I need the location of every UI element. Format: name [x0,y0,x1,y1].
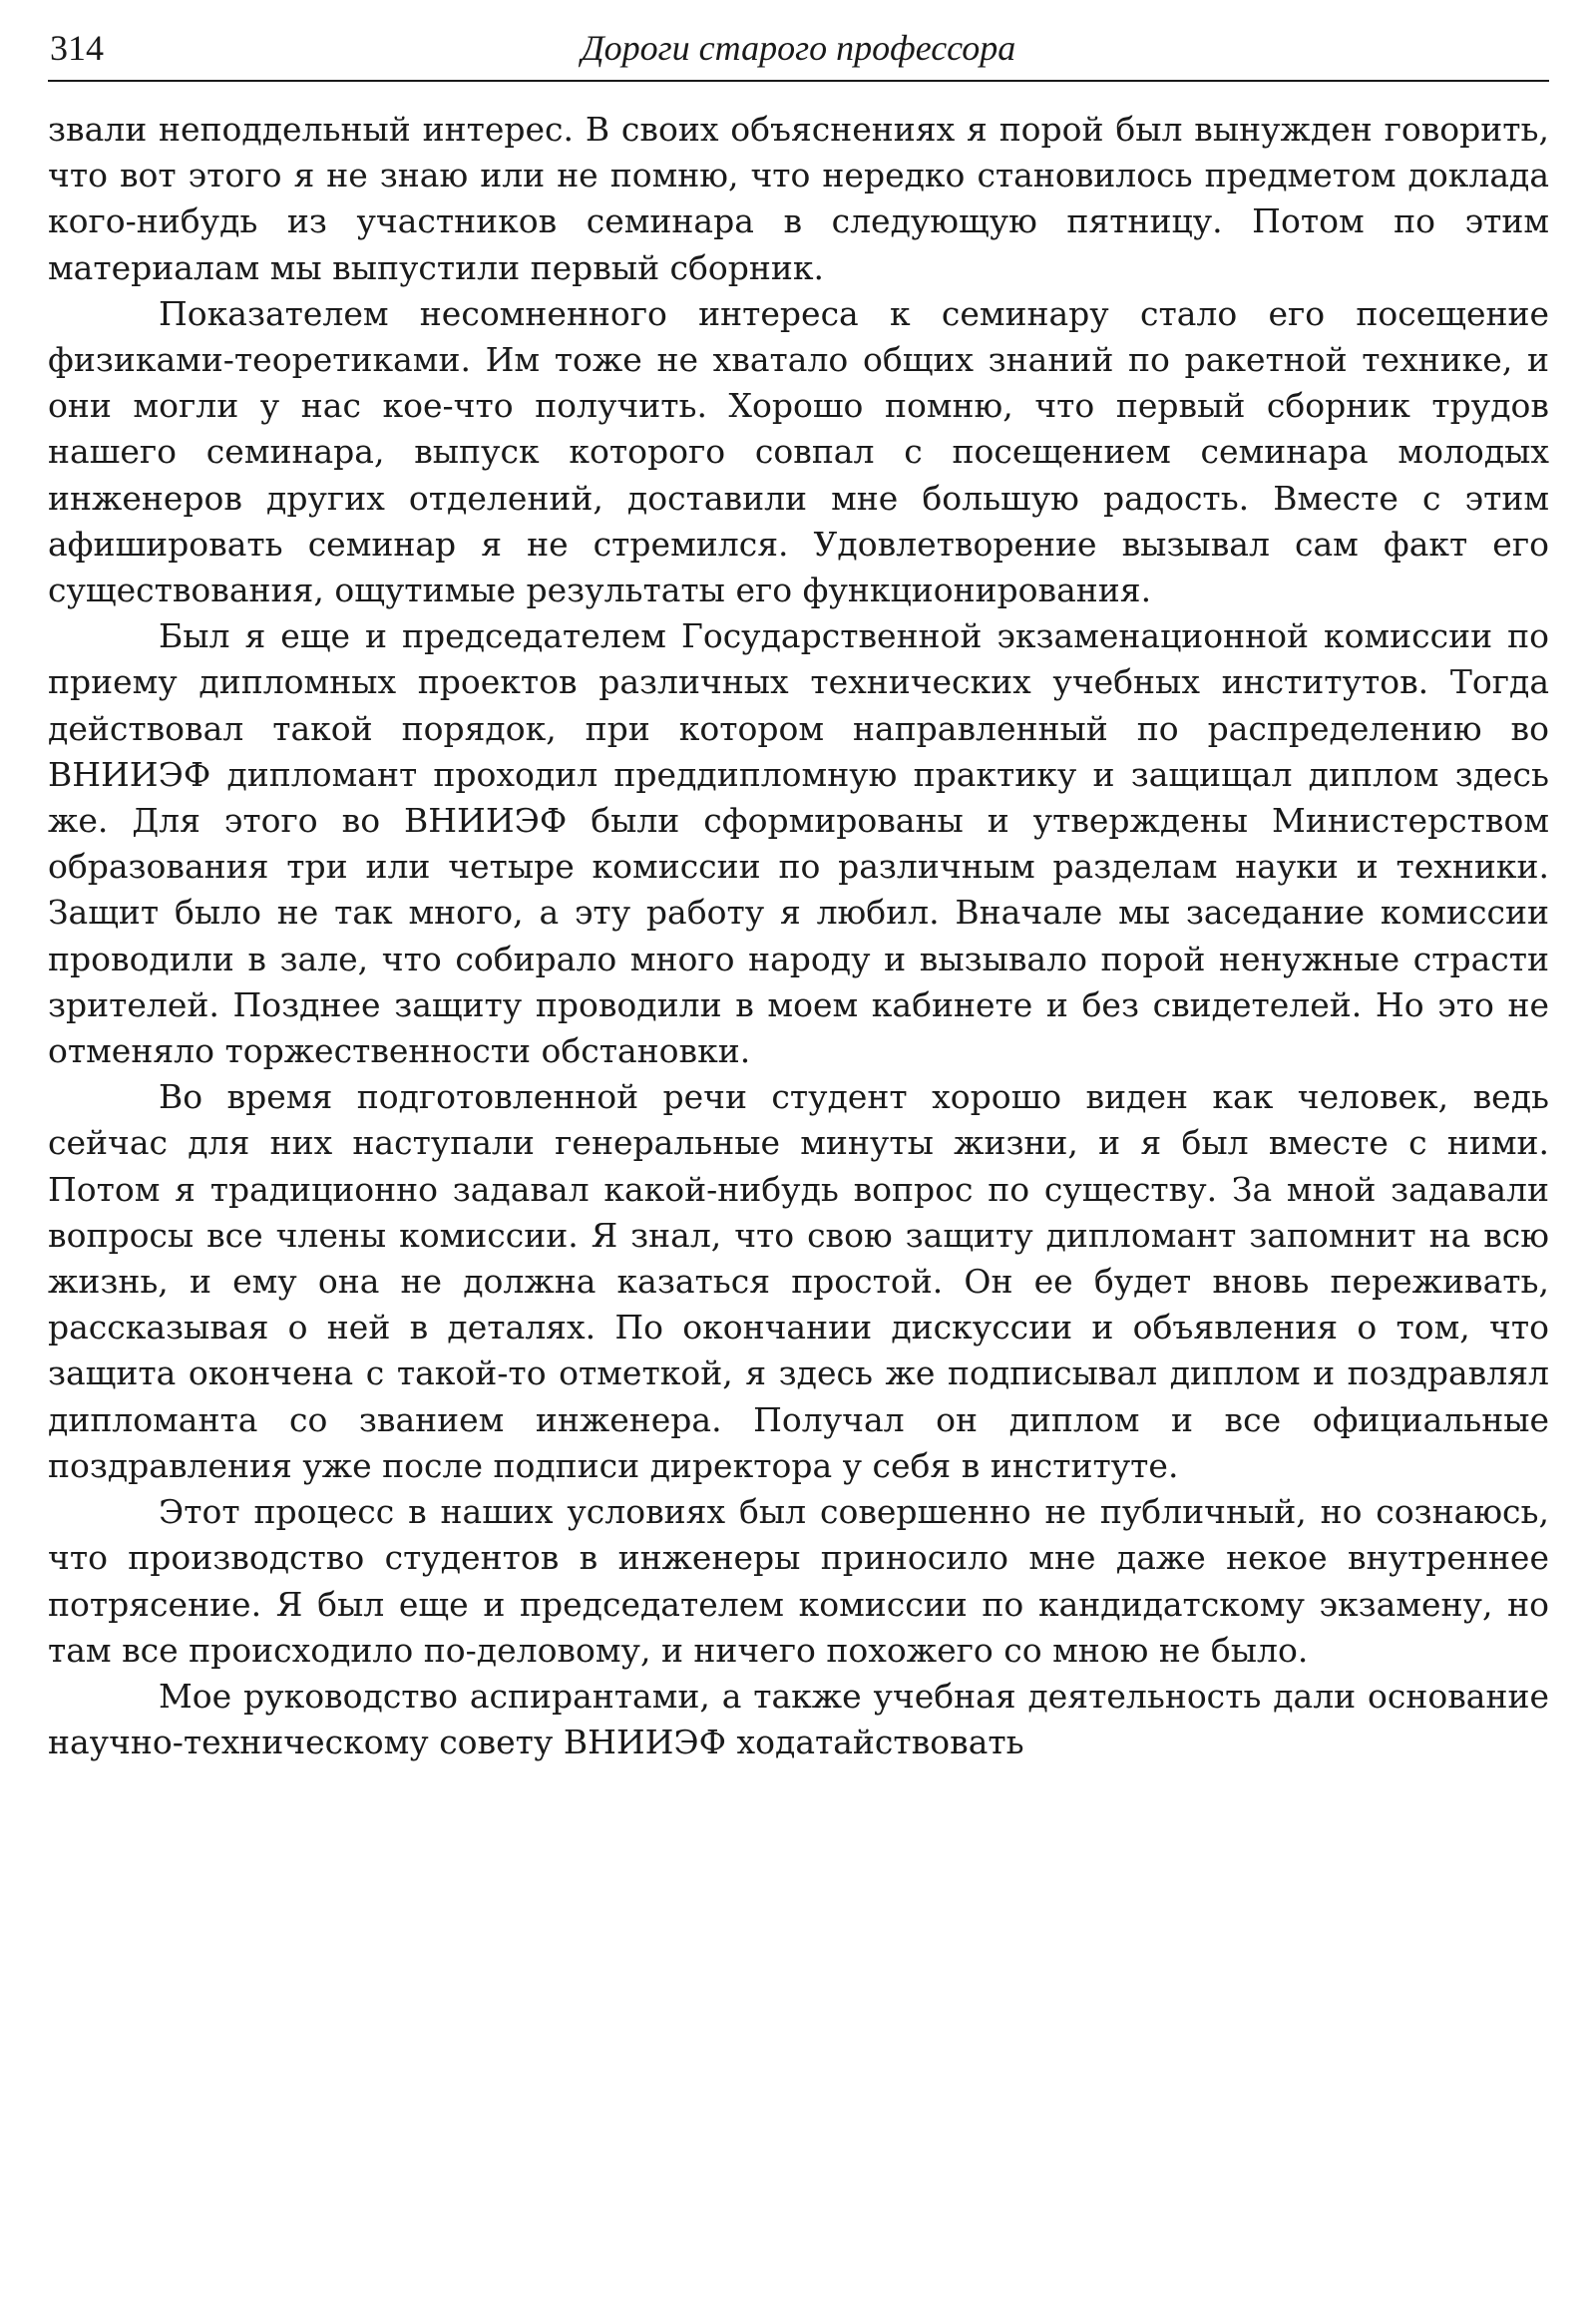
paragraph-continued: звали неподдельный интерес. В своих объяснениях я порой был вынужден говорить, что вот этого я не знаю или не помню, что нередко становилось предметом доклада кого-нибудь из участников семинара в следующую пятницу. Потом по этим материалам мы выпустили первый сборник. [48,110,1549,287]
page-number: 314 [50,28,104,68]
book-page [48,22,1549,1765]
paragraph: Был я еще и председателем Государственной экзаменационной комиссии по приему дипломных проектов различных технических учебных институтов. Тогда действовал такой порядок, при котором направленный по распределению во ВНИИЭФ дипломант проходил преддипломную практику и защищал диплом здесь же. Для этого во ВНИИЭФ были сформированы и утверждены Министерством образования три или четыре комиссии по различным разделам науки и техники. Защит было не так много, а эту работу я любил. Вначале мы заседание комиссии проводили в зале, что собирало много народу и вызывало порой ненужные страсти зрителей. Позднее защиту проводили в моем кабинете и без свидетелей. Но это не отменяло торжественности обстановки. [48,616,1549,1071]
running-title: Дороги старого профессора [581,28,1016,68]
paragraph: Мое руководство аспирантами, а также учебная деятельность дали основание научно-техническому совету ВНИИЭФ ходатайствовать [48,1676,1549,1762]
paragraph: Во время подготовленной речи студент хорошо виден как человек, ведь сейчас для них наступали генеральные минуты жизни, и я был вместе с ними. Потом я традиционно задавал какой-нибудь вопрос по существу. За мной задавали вопросы все члены комиссии. Я знал, что свою защиту дипломант запомнит на всю жизнь, и ему она не должна казаться простой. Он ее будет вновь переживать, рассказывая о ней в деталях. По окончании дискуссии и объявления о том, что защита окончена с такой-то отметкой, я здесь же подписывал диплом и поздравлял дипломанта со званием инженера. Получал он диплом и все официальные поздравления уже после подписи директора у себя в институте. [48,1077,1549,1485]
paragraph: Показателем несомненного интереса к семинару стало его посещение физиками-теоретиками. Им тоже не хватало общих знаний по ракетной технике, и они могли у нас кое-что получить. Хорошо помню, что первый сборник трудов нашего семинара, выпуск которого совпал с посещением семинара молодых инженеров других отделений, доставили мне большую радость. Вместе с этим афишировать семинар я не стремился. Удовлетворение вызывал сам факт его существования, ощутимые результаты его функционирования. [48,293,1549,610]
body-text [48,107,1549,1765]
paragraph: Этот процесс в наших условиях был совершенно не публичный, но сознаюсь, что производство студентов в инженеры приносило мне даже некое внутреннее потрясение. Я был еще и председателем комиссии по кандидатскому экзамену, но там все происходило по-деловому, и ничего похожего со мною не было. [48,1492,1549,1670]
running-header [48,22,1549,82]
